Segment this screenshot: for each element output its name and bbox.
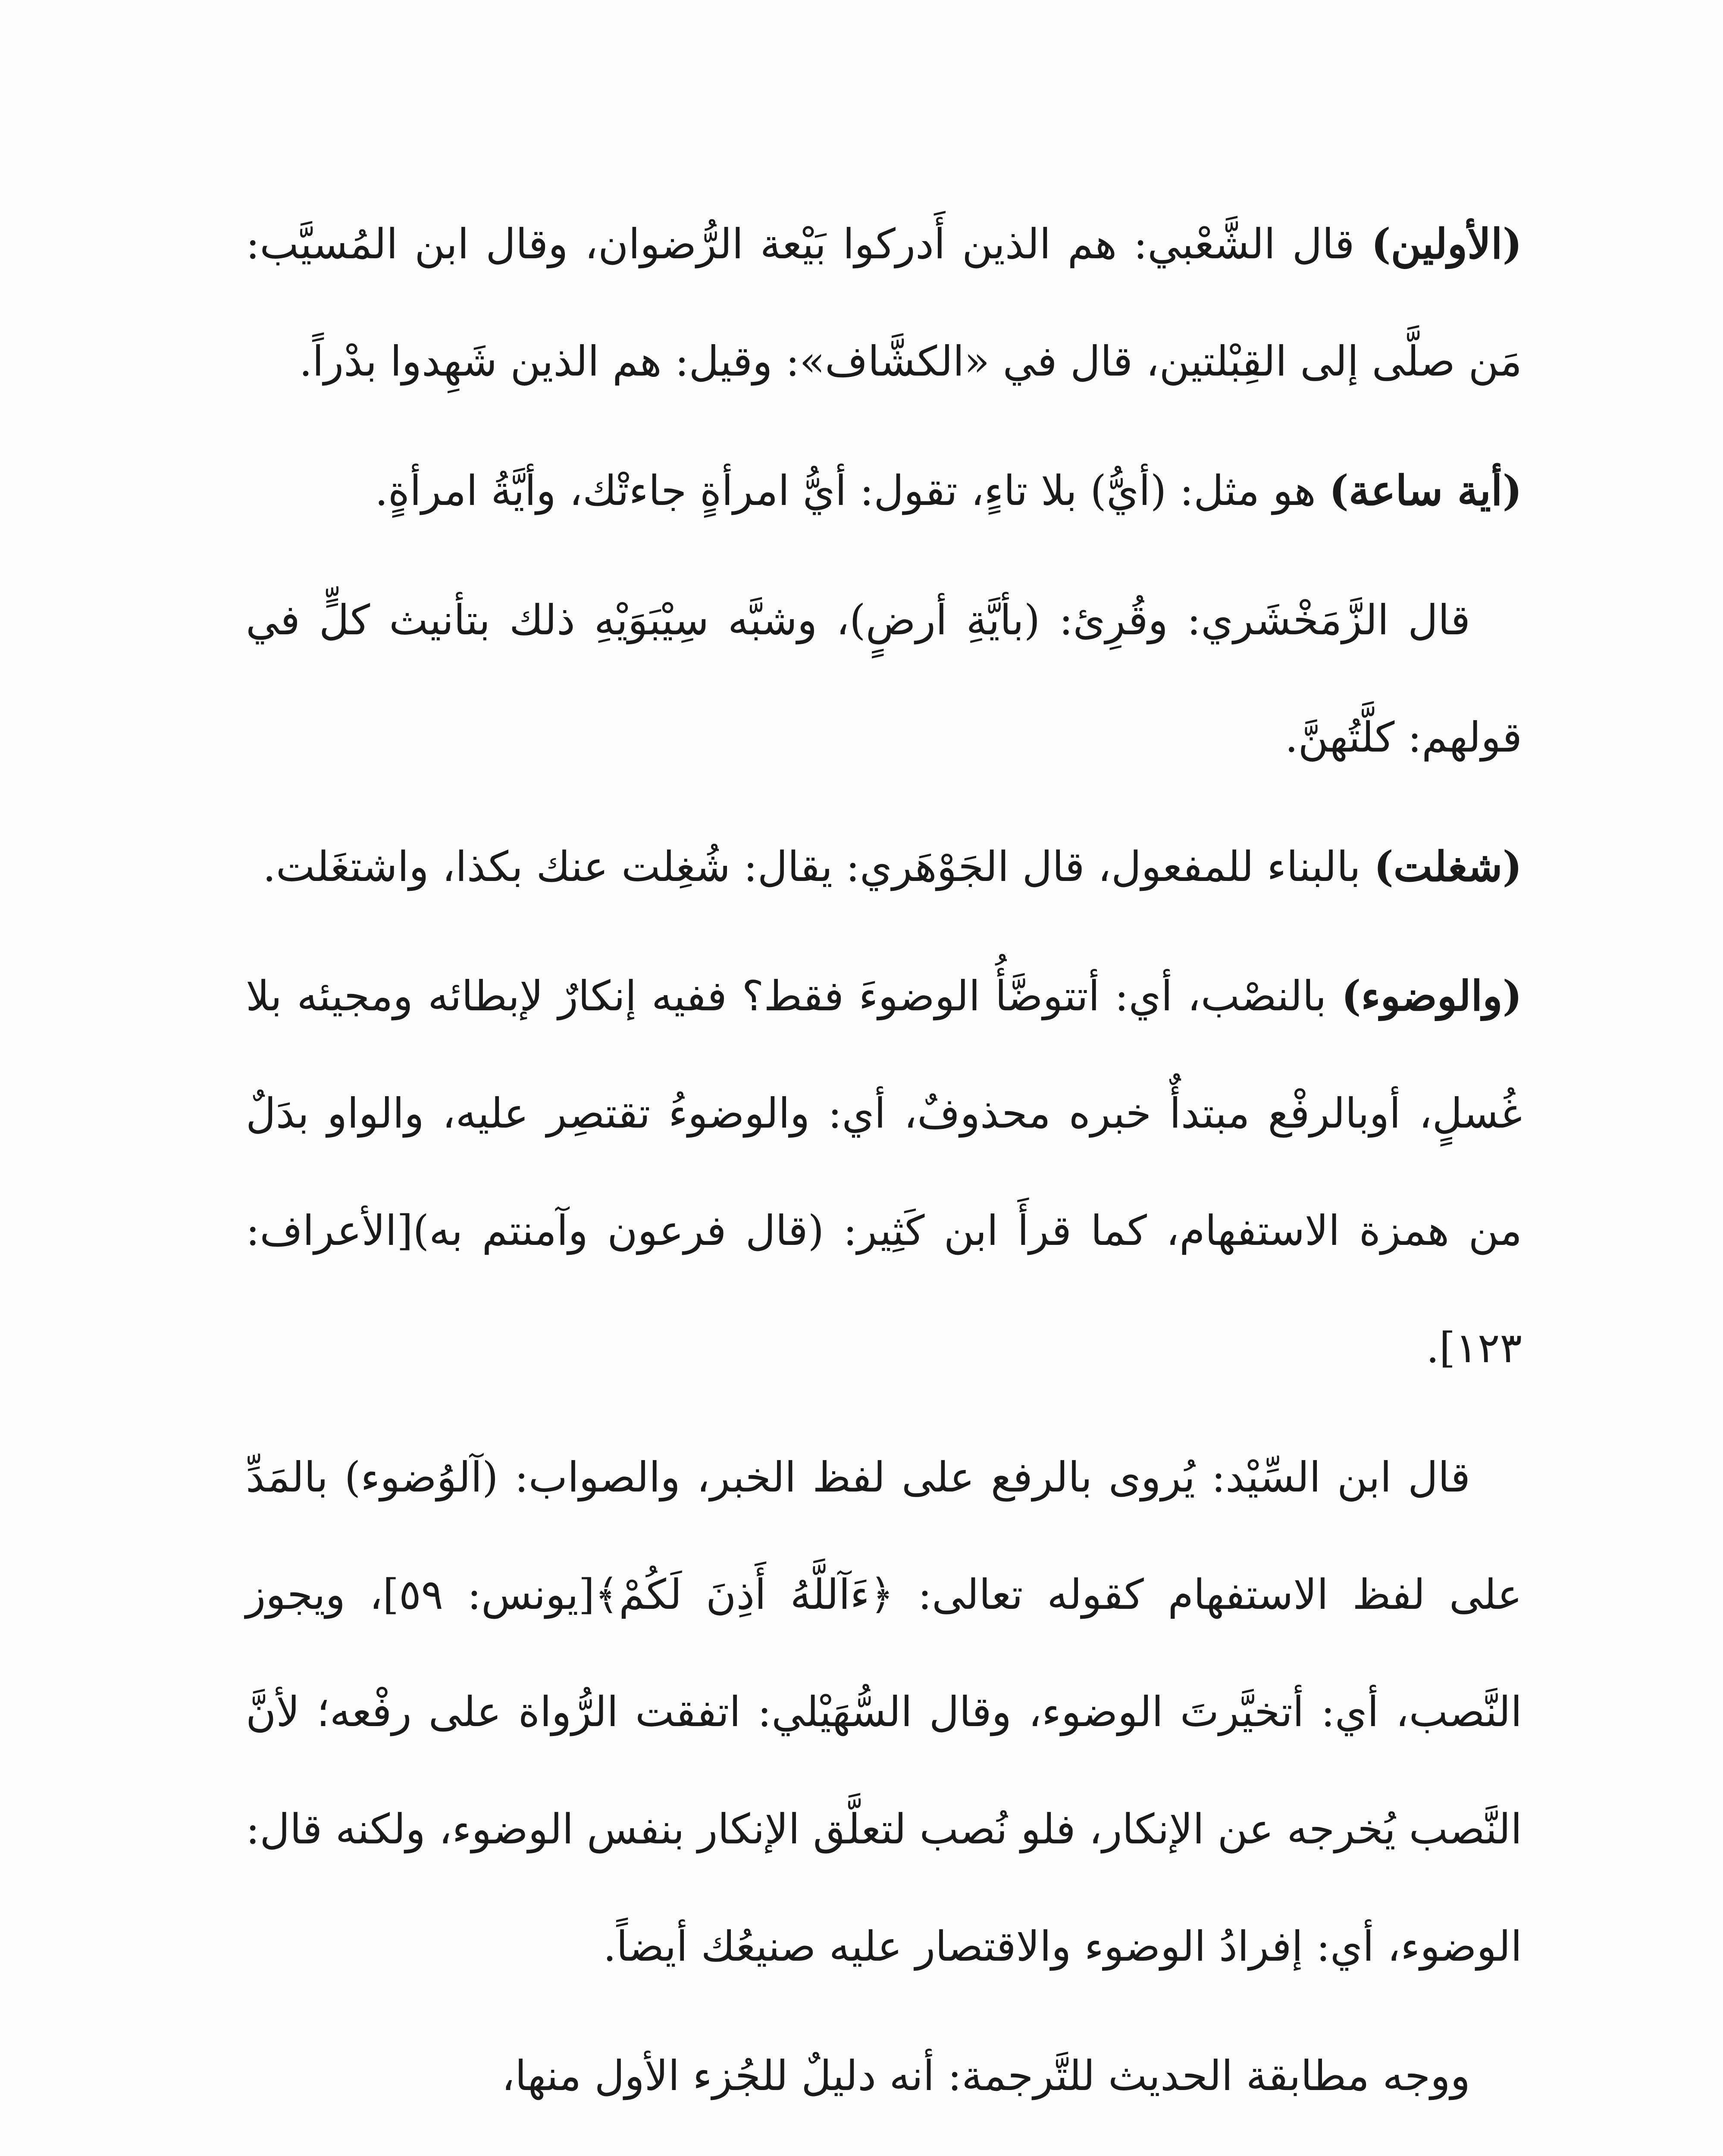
paragraph-text: قال الزَّمَخْشَري: وقُرِئ: (بأيَّةِ أرضٍ)، وشبَّه سِيْبَوَيْهِ ذلك بتأنيث كلٍّ في قولهم: كلَّتُهنَّ. <box>246 596 1522 761</box>
paragraph-text: هو مثل: (أيُّ) بلا تاءٍ، تقول: أيُّ امرأةٍ جاءتْك، وأيَّةُ امرأةٍ. <box>375 467 1329 515</box>
page-body-text <box>246 185 1522 2147</box>
paragraph-ibn-al-sayyid <box>246 1419 1522 2005</box>
paragraph-shughilt <box>246 808 1522 925</box>
paragraph-text: ووجه مطابقة الحديث للتَّرجمة: أنه دليلٌ للجُزء الأول منها، <box>501 2052 1470 2100</box>
paragraph-wudu <box>246 937 1522 1407</box>
paragraph-awwalin <box>246 185 1522 420</box>
term-awwalin: (الأولين) <box>1371 219 1522 268</box>
paragraph-text: بالنصْب، أي: أتتوضَّأُ الوضوءَ فقط؟ ففيه إنكارٌ لإبطائه ومجيئه بلا غُسلٍ، أوبالرفْع مبتدأٌ خبره محذوفٌ، أي: والوضوءُ تقتصِر عليه، والواو بدَلٌ من همزة الاستفهام، كما قرأَ ابن كَثِير: (قال فرعون وآمنتم به)[الأعراف: ١٢٣]. <box>246 972 1523 1372</box>
term-shughilt: (شغلت) <box>1374 842 1522 891</box>
paragraph-text: قال ابن السِّيْد: يُروى بالرفع على لفظ الخبر، والصواب: (آلوُضوء) بالمَدِّ على لفظ الاستفهام كقوله تعالى: ﴿ءَآللَّهُ أَذِنَ لَكُمْ﴾[يونس: ٥٩]، ويجوز النَّصب، أي: أتخيَّرتَ الوضوء، وقال السُّهَيْلي: اتفقت الرُّواة على رفْعه؛ لأنَّ النَّصب يُخرجه عن الإنكار، فلو نُصب لتعلَّق الإنكار بنفس الوضوء، ولكنه قال: الوضوء، أي: إفرادُ الوضوء والاقتصار عليه صنيعُك أيضاً. <box>246 1453 1523 1971</box>
term-ayyat-saah: (أية ساعة) <box>1329 466 1522 515</box>
paragraph-mutabaqa <box>246 2017 1522 2134</box>
paragraph-ayyat-saah <box>246 432 1522 549</box>
paragraph-zamakhshari <box>246 561 1522 796</box>
paragraph-text: قال الشَّعْبي: هم الذين أَدركوا بَيْعة الرُّضوان، وقال ابن المُسيَّب: مَن صلَّى إلى القِبْلتين، قال في «الكشَّاف»: وقيل: هم الذين شَهِدوا بدْراً. <box>246 220 1522 385</box>
term-wudu: (والوضوء) <box>1341 971 1522 1020</box>
paragraph-text: بالبناء للمفعول، قال الجَوْهَري: يقال: شُغِلت عنك بكذا، واشتغَلت. <box>263 843 1374 891</box>
